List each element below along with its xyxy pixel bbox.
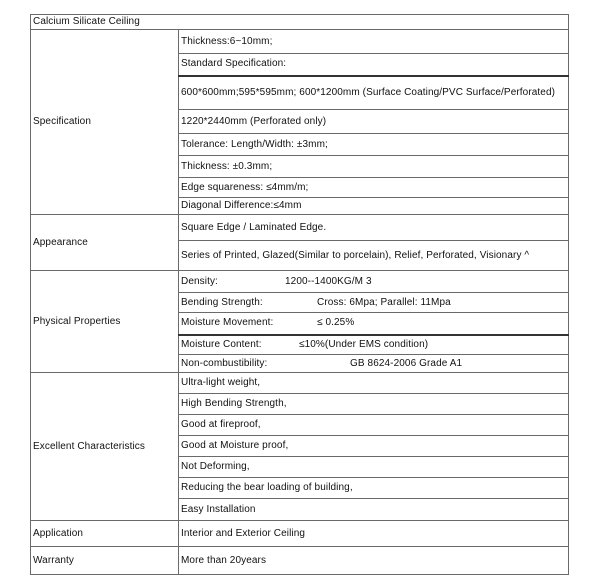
- spec-standard: Standard Specification:: [179, 54, 569, 76]
- density-value: 1200--1400KG/M 3: [285, 275, 372, 287]
- moisture-content-key: Moisture Content:: [181, 338, 262, 350]
- excellent-item: Good at fireproof,: [179, 415, 569, 436]
- category-physical: Physical Properties: [31, 271, 179, 373]
- physical-moisture-movement: [179, 313, 569, 335]
- category-warranty: Warranty: [31, 547, 179, 575]
- appearance-edge: Square Edge / Laminated Edge.: [179, 215, 569, 241]
- physical-bending: [179, 293, 569, 313]
- table-title: Calcium Silicate Ceiling: [31, 15, 569, 30]
- spec-sizes: 600*600mm;595*595mm; 600*1200mm (Surface Coating/PVC Surface/Perforated): [179, 76, 569, 110]
- spec-diagonal: Diagonal Difference:≤4mm: [179, 198, 569, 215]
- moisture-movement-value: ≤ 0.25%: [317, 317, 355, 329]
- excellent-item: High Bending Strength,: [179, 394, 569, 415]
- moisture-movement-key: Moisture Movement:: [181, 317, 274, 329]
- spec-edge-squareness: Edge squareness: ≤4mm/m;: [179, 178, 569, 198]
- excellent-item: Good at Moisture proof,: [179, 436, 569, 457]
- excellent-item: Ultra-light weight,: [179, 373, 569, 394]
- bending-value: Cross: 6Mpa; Parallel: 11Mpa: [317, 296, 451, 308]
- spec-thickness: Thickness:6~10mm;: [179, 30, 569, 54]
- excellent-item: Not Deforming,: [179, 457, 569, 478]
- spec-thickness-tolerance: Thickness: ±0.3mm;: [179, 156, 569, 178]
- spec-table: [30, 14, 569, 575]
- appearance-series: Series of Printed, Glazed(Similar to porcelain), Relief, Perforated, Visionary ^: [179, 241, 569, 271]
- application-value: Interior and Exterior Ceiling: [179, 521, 569, 547]
- excellent-item: Reducing the bear loading of building,: [179, 478, 569, 499]
- category-application: Application: [31, 521, 179, 547]
- spec-tolerance: Tolerance: Length/Width: ±3mm;: [179, 134, 569, 156]
- excellent-item: Easy Installation: [179, 499, 569, 521]
- physical-density: [179, 271, 569, 293]
- warranty-value: More than 20years: [179, 547, 569, 575]
- physical-non-combustibility: [179, 355, 569, 373]
- category-specification: Specification: [31, 30, 179, 215]
- category-excellent: Excellent Characteristics: [31, 373, 179, 521]
- non-combustibility-value: GB 8624-2006 Grade A1: [350, 357, 463, 369]
- non-combustibility-key: Non-combustibility:: [181, 357, 268, 369]
- bending-key: Bending Strength:: [181, 296, 263, 308]
- spec-perforated: 1220*2440mm (Perforated only): [179, 110, 569, 134]
- physical-moisture-content: [179, 335, 569, 355]
- density-key: Density:: [181, 275, 218, 287]
- moisture-content-value: ≤10%(Under EMS condition): [299, 338, 429, 350]
- category-appearance: Appearance: [31, 215, 179, 271]
